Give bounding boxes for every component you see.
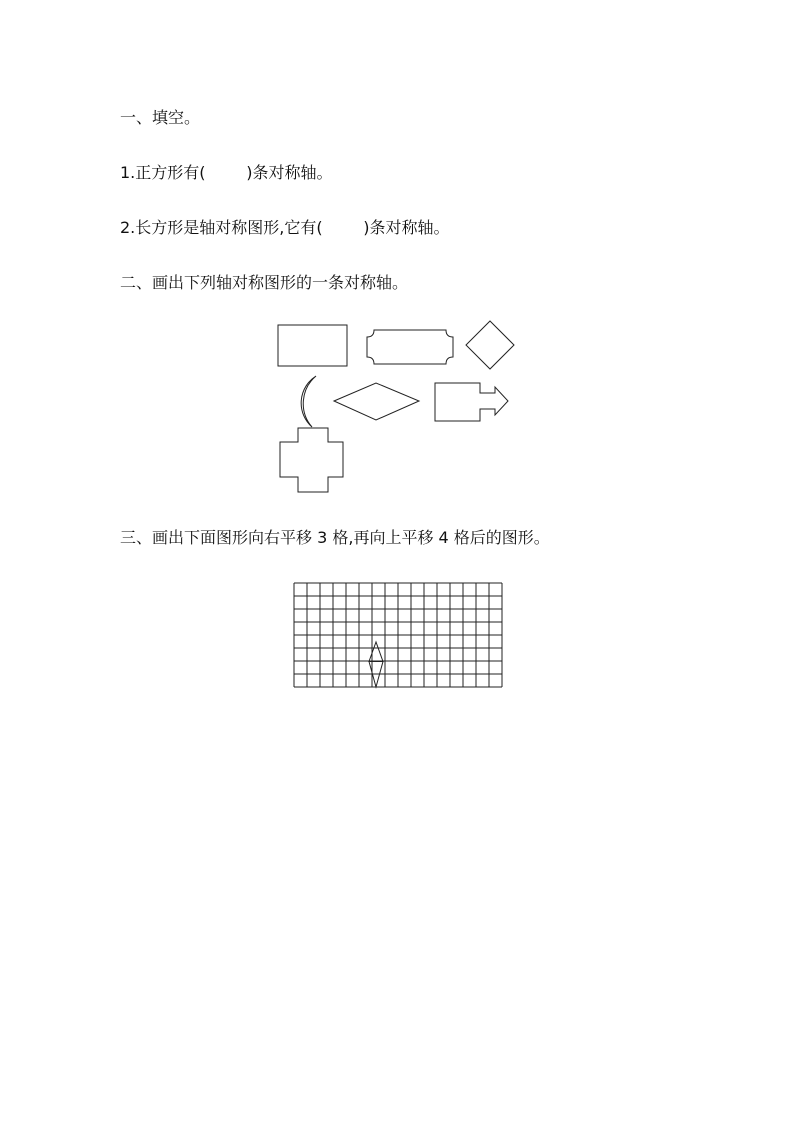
cross-shape — [280, 428, 343, 492]
crescent-shape — [301, 376, 316, 427]
double-triangle-shape — [369, 642, 383, 687]
question-2: 2.长方形是轴对称图形,它有( )条对称轴。 — [120, 218, 450, 237]
symmetric-shapes-figure — [270, 315, 520, 500]
square-diamond-shape — [466, 321, 514, 369]
section-3-title: 三、画出下面图形向右平移 3 格,再向上平移 4 格后的图形。 — [120, 528, 550, 547]
question-1: 1.正方形有( )条对称轴。 — [120, 163, 333, 182]
section-2-title: 二、画出下列轴对称图形的一条对称轴。 — [120, 273, 409, 292]
rhombus-shape — [334, 383, 419, 420]
section-1-title: 一、填空。 — [120, 108, 201, 127]
arrow-square-shape — [435, 383, 508, 421]
rectangle-shape — [278, 325, 347, 366]
ticket-shape — [367, 330, 453, 364]
translation-grid — [294, 583, 502, 687]
